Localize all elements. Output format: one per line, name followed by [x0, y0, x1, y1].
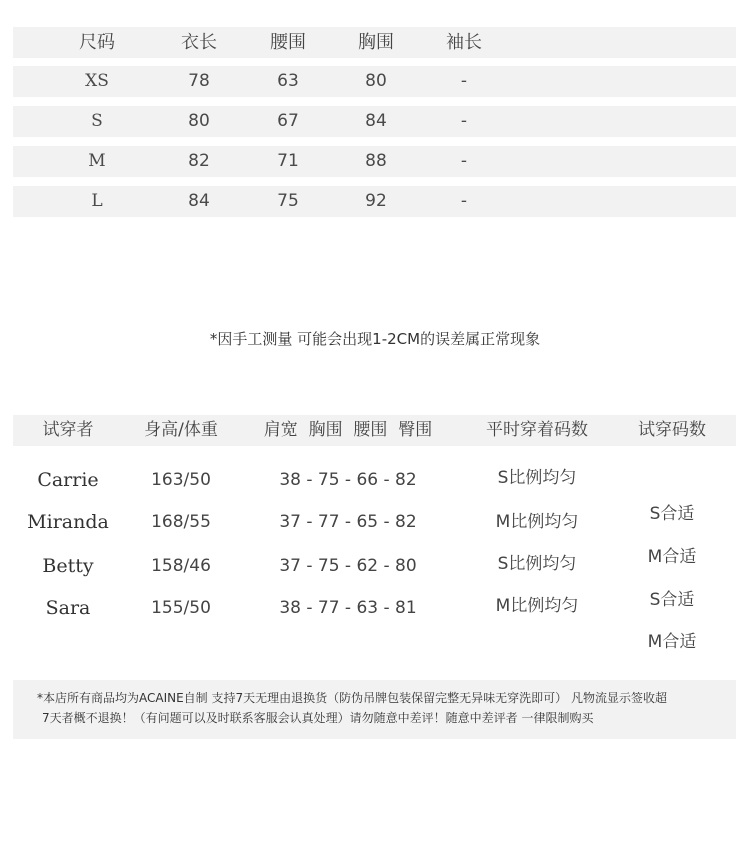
sleeve-value: - — [460, 71, 468, 91]
model-name: Sara — [45, 597, 91, 619]
fit-result: S合适 — [649, 504, 695, 524]
chest-value: 88 — [365, 151, 387, 171]
length-value: 84 — [188, 191, 210, 211]
measurements-value: 37 - 75 - 62 - 80 — [279, 556, 417, 576]
size-row-l — [13, 186, 736, 217]
header-model: 试穿者 — [42, 420, 94, 440]
policy-line-1: *本店所有商品均为ACAINE自制 支持7天无理由退换货（防伪吊牌包装保留完整无异味无穿洗即可） 凡物流显示签收超 — [37, 691, 667, 705]
measurements-value: 38 - 75 - 66 - 82 — [279, 470, 417, 490]
usual-size-value: S比例均匀 — [497, 554, 577, 574]
header-measurements: 肩宽 胸围 腰围 臀围 — [263, 420, 433, 440]
fit-result: M合适 — [647, 632, 697, 652]
size-table-header — [13, 27, 736, 58]
usual-size-value: S比例均匀 — [497, 468, 577, 488]
waist-value: 71 — [277, 151, 299, 171]
sleeve-value: - — [460, 151, 468, 171]
sleeve-value: - — [460, 111, 468, 131]
size-label: S — [91, 111, 103, 131]
fit-result: M合适 — [647, 547, 697, 567]
waist-value: 67 — [277, 111, 299, 131]
size-label: L — [91, 191, 103, 211]
height-weight-value: 158/46 — [151, 556, 211, 576]
header-usual-size: 平时穿着码数 — [486, 420, 588, 440]
chest-value: 84 — [365, 111, 387, 131]
header-tryon-size: 试穿码数 — [638, 420, 706, 440]
usual-size-value: M比例均匀 — [495, 512, 579, 532]
size-row-xs — [13, 66, 736, 97]
model-name: Carrie — [37, 469, 99, 491]
tryon-table-header — [13, 415, 736, 446]
tryon-row-carrie — [13, 467, 736, 493]
height-weight-value: 163/50 — [151, 470, 211, 490]
size-row-s — [13, 106, 736, 137]
chest-value: 80 — [365, 71, 387, 91]
header-length: 衣长 — [181, 32, 217, 53]
header-size: 尺码 — [79, 32, 115, 53]
policy-line-2: 7天者概不退换！（有问题可以及时联系客服会认真处理）请勿随意中差评！随意中差评者 一律限制购买 — [42, 711, 594, 725]
length-value: 80 — [188, 111, 210, 131]
measurement-note: *因手工测量 可能会出现1-2CM的误差属正常现象 — [209, 330, 541, 348]
header-height-weight: 身高/体重 — [144, 420, 218, 440]
waist-value: 75 — [277, 191, 299, 211]
height-weight-value: 155/50 — [151, 598, 211, 618]
usual-size-value: M比例均匀 — [495, 596, 579, 616]
height-weight-value: 168/55 — [151, 512, 211, 532]
chest-value: 92 — [365, 191, 387, 211]
measurements-value: 37 - 77 - 65 - 82 — [279, 512, 417, 532]
size-label: M — [88, 151, 106, 171]
fit-result: S合适 — [649, 590, 695, 610]
length-value: 82 — [188, 151, 210, 171]
length-value: 78 — [188, 71, 210, 91]
header-waist: 腰围 — [270, 32, 306, 53]
waist-value: 63 — [277, 71, 299, 91]
sleeve-value: - — [460, 191, 468, 211]
model-name: Betty — [42, 555, 94, 577]
store-policy-notice — [13, 680, 736, 739]
measurements-value: 38 - 77 - 63 - 81 — [279, 598, 417, 618]
size-row-m — [13, 146, 736, 177]
model-name: Miranda — [27, 511, 109, 533]
header-sleeve: 袖长 — [446, 32, 482, 53]
header-chest: 胸围 — [358, 32, 394, 53]
size-label: XS — [85, 71, 109, 91]
